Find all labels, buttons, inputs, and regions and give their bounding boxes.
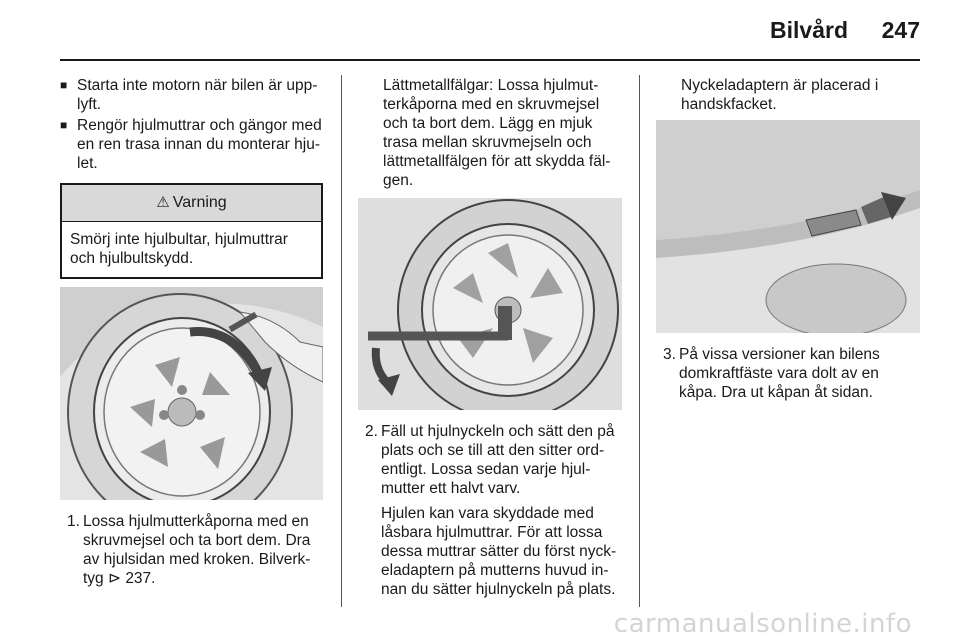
note-paragraph: Hjulen kan vara skyddade med låsbara hjulmuttrar. För att lossa dessa muttrar sätter du först nyck-eladaptern på mutterns huvud in-nan du sätter hjulnyckeln på plats. — [381, 505, 617, 598]
jack-point-cover-illustration — [656, 120, 920, 333]
warning-title: Varning — [172, 194, 227, 211]
intro-paragraph: Lättmetallfälgar: Lossa hjulmut-terkåporna med en skruvmejsel och ta bort dem. Lägg en mjuk trasa mellan skruvmejseln och lättmetallfälgen för att skydda fäl-gen. — [383, 77, 611, 189]
wheel-wrench-illustration — [358, 198, 622, 410]
bullet-item: ■ Rengör hjulmuttrar och gängor med en ren trasa innan du monterar hju-let. — [60, 116, 325, 173]
column-divider — [341, 75, 342, 607]
warning-header — [62, 185, 321, 222]
warning-body: Smörj inte hjulbultar, hjulmuttrar och hjulbultskydd. — [70, 231, 288, 267]
list-item: 1. Lossa hjulmutterkåporna med en skruvmejsel och ta bort dem. Dra av hjulsidan med kroken. Bilverk-tyg ⊳ 237. — [67, 513, 311, 587]
page-header — [0, 0, 960, 62]
reference-page[interactable]: 237. — [125, 570, 156, 587]
list-item: 3. På vissa versioner kan bilens domkraftfäste vara dolt av en kåpa. Dra ut kåpan åt sidan. — [663, 346, 880, 401]
column-divider — [639, 75, 640, 607]
page-title: Bilvård — [770, 17, 848, 43]
reference-arrow-icon: ⊳ — [108, 570, 121, 587]
wheel-cover-removal-illustration — [60, 287, 323, 500]
header-divider — [60, 59, 920, 61]
warning-box — [60, 183, 323, 279]
column-3 — [656, 76, 920, 402]
list-item: 2. Fäll ut hjulnyckeln och sätt den på plats och se till att den sitter ord-entligt. Lossa sedan varje hjul-mutter ett halvt varv. — [365, 423, 615, 497]
warning-triangle-icon: ⚠ — [156, 194, 170, 211]
column-1 — [60, 76, 325, 588]
page-number: 247 — [881, 17, 920, 43]
step-list — [656, 345, 920, 402]
bullet-item: ■ Starta inte motorn när bilen är upp-lyft. — [60, 76, 325, 114]
step-list — [358, 422, 622, 599]
step-list — [60, 512, 325, 588]
watermark: carmanualsonline.info — [613, 609, 912, 639]
column-2 — [358, 76, 622, 599]
intro-paragraph: Nyckeladaptern är placerad i handskfacket. — [681, 77, 879, 113]
